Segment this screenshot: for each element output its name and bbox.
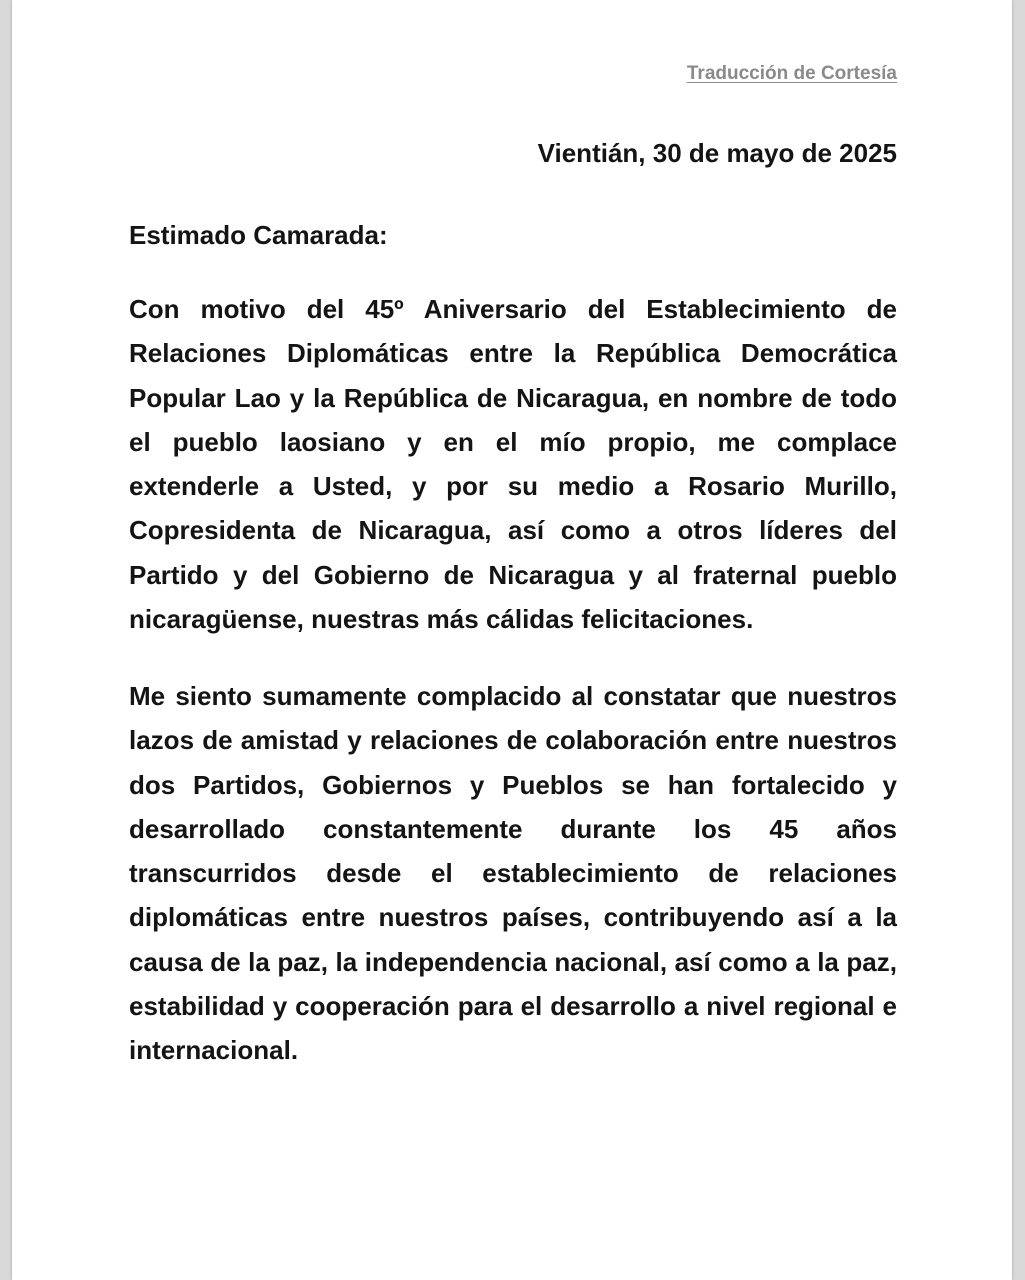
- paragraph-2: Me siento sumamente complacido al constatar que nuestros lazos de amistad y relaciones de colaboración entre nuestros dos Partidos, Gobiernos y Pueblos se han fortalecido y desarrollado constantemente durante los 45 años transcurridos desde el establecimiento de relaciones diplomáticas entre nuestros países, contribuyendo así a la causa de la paz, la independencia nacional, así como a la paz, estabilidad y cooperación para el desarrollo a nivel regional e internacional.: [129, 681, 897, 1066]
- paragraph-1: Con motivo del 45º Aniversario del Establecimiento de Relaciones Diplomáticas entre la República Democrática Popular Lao y la República de Nicaragua, en nombre de todo el pueblo laosiano y en el mío propio, me complace extenderle a Usted, y por su medio a Rosario Murillo, Copresidenta de Nicaragua, así como a otros líderes del Partido y del Gobierno de Nicaragua y al fraternal pueblo nicaragüense, nuestras más cálidas felicitaciones.: [129, 294, 897, 635]
- salutation: Estimado Camarada:: [129, 220, 388, 250]
- document-page: [12, 0, 1012, 1280]
- courtesy-translation-note: Traducción de Cortesía: [686, 63, 897, 84]
- place-date: Vientián, 30 de mayo de 2025: [537, 138, 897, 168]
